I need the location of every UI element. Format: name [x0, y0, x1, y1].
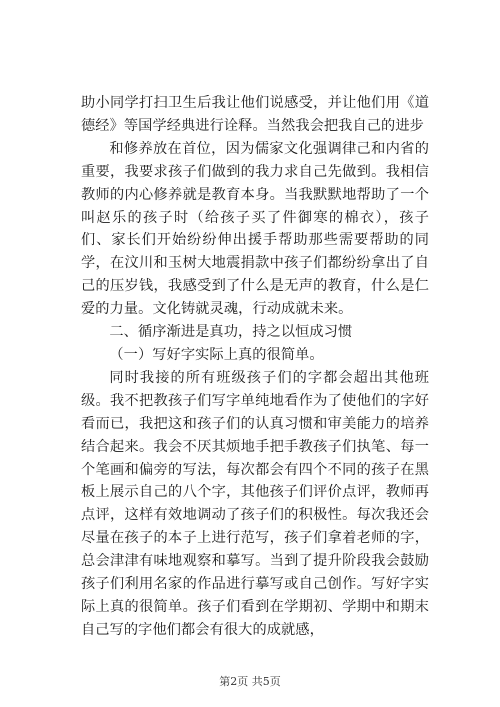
- section-heading: 二、循序渐进是真功，持之以恒成习惯: [109, 324, 353, 341]
- page-footer: 第2页 共5页: [219, 675, 281, 688]
- document-body: [81, 92, 429, 642]
- paragraph-self-cultivation: 和修养放在首位，因为儒家文化强调律己和内省的重要，我要求孩子们做到的我力求自己先做到。我相信教师的内心修养就是教育本身。当我默默地帮助了一个叫赵乐的孩子时（给孩子买了件御寒的棉衣），孩子们、家长们开始纷纷伸出援手帮助那些需要帮助的同学，在汶川和玉树大地震捐款中孩子们都纷纷拿出了自己的压岁钱，我感受到了什么是无声的教育，什么是仁爱的力量。文化铸就灵魂，行动成就未来。: [81, 140, 429, 318]
- paragraph-continuation: 助小同学打扫卫生后我让他们说感受，并让他们用《道德经》等国学经典进行诠释。当然我会把我自己的进步: [81, 95, 429, 134]
- subsection-heading: （一）写好字实际上真的很简单。: [109, 346, 324, 363]
- paragraph-handwriting: 同时我接的所有班级孩子们的字都会超出其他班级。我不把教孩子们写字单纯地看作为了使他们的字好看而已，我把这和孩子们的认真习惯和审美能力的培养结合起来。我会不厌其烦地手把手教孩子们执笔、每一个笔画和偏旁的写法，每次都会有四个不同的孩子在黑板上展示自己的八个字，其他孩子们评价点评，教师再点评，这样有效地调动了孩子们的积极性。每次我还会尽量在孩子的本子上进行范写，孩子们拿着老师的字，总会津津有味地观察和摹写。当到了提升阶段我会鼓励孩子们利用名家的作品进行摹写或自己创作。写好字实际上真的很简单。孩子们看到在学期初、学期中和期末自己写的字他们都会有很大的成就感，: [81, 369, 429, 638]
